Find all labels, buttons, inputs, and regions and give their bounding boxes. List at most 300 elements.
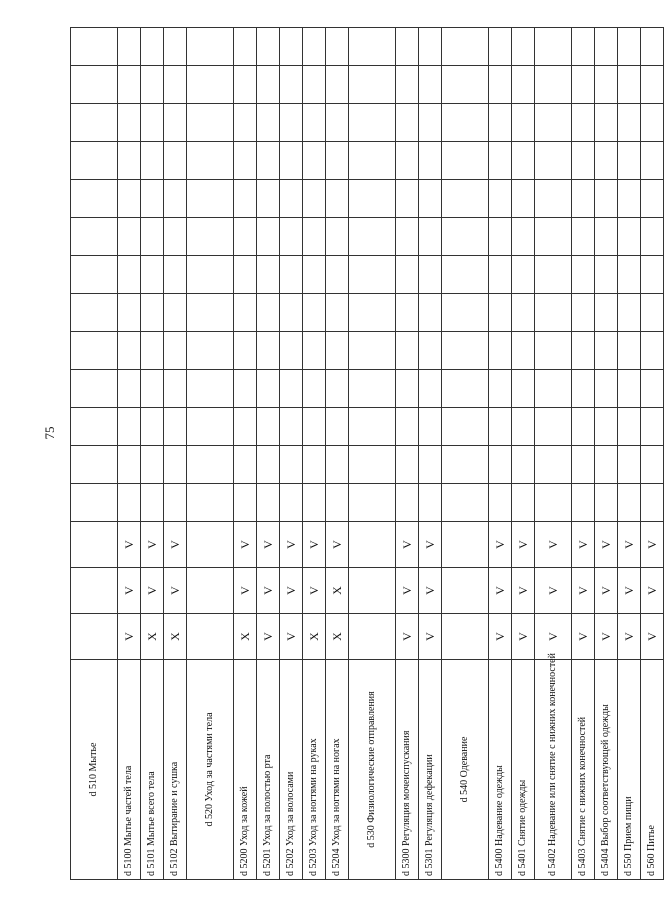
empty-cell [71,104,118,142]
empty-cell [257,256,280,294]
empty-cell [572,370,595,408]
mark-cell [71,568,118,614]
empty-cell [489,332,512,370]
empty-cell [326,332,349,370]
empty-cell [187,66,234,104]
empty-cell [595,370,618,408]
empty-cell [618,256,641,294]
assessment-table [70,27,664,880]
empty-cell [303,332,326,370]
section-header-row [71,28,118,880]
section-header-row [187,28,234,880]
empty-cell [618,218,641,256]
empty-cell [303,28,326,66]
empty-cell [349,28,396,66]
empty-cell [164,180,187,218]
empty-cell [118,370,141,408]
mark-cell: V [595,522,618,568]
empty-cell [595,28,618,66]
mark-cell [349,614,396,660]
empty-cell [257,66,280,104]
empty-cell [442,142,489,180]
mark-cell: V [396,614,419,660]
empty-cell [512,256,535,294]
empty-cell [118,104,141,142]
mark-cell: X [326,568,349,614]
empty-cell [641,256,664,294]
empty-cell [118,446,141,484]
empty-cell [618,28,641,66]
mark-cell: X [234,614,257,660]
empty-cell [512,484,535,522]
empty-cell [641,370,664,408]
empty-cell [641,28,664,66]
table-row [234,28,257,880]
empty-cell [618,142,641,180]
empty-cell [187,256,234,294]
empty-cell [512,28,535,66]
empty-cell [234,370,257,408]
empty-cell [512,446,535,484]
empty-cell [535,28,572,66]
mark-cell: V [118,568,141,614]
empty-cell [326,370,349,408]
table-row [535,28,572,880]
mark-cell: V [641,568,664,614]
empty-cell [257,142,280,180]
empty-cell [187,484,234,522]
item-label: d 5401 Снятие одежды [512,660,535,880]
empty-cell [535,142,572,180]
empty-cell [234,408,257,446]
table-row [118,28,141,880]
empty-cell [641,142,664,180]
empty-cell [641,218,664,256]
empty-cell [618,446,641,484]
empty-cell [535,408,572,446]
empty-cell [257,180,280,218]
empty-cell [303,104,326,142]
empty-cell [442,104,489,142]
mark-cell: X [164,614,187,660]
table-row [396,28,419,880]
mark-cell: V [618,522,641,568]
item-label: d 5204 Уход за ногтями на ногах [326,660,349,880]
empty-cell [118,142,141,180]
empty-cell [442,180,489,218]
empty-cell [164,66,187,104]
empty-cell [396,104,419,142]
empty-cell [595,104,618,142]
empty-cell [349,408,396,446]
table-row [512,28,535,880]
empty-cell [118,332,141,370]
empty-cell [618,66,641,104]
empty-cell [326,446,349,484]
empty-cell [442,332,489,370]
empty-cell [396,28,419,66]
mark-cell: V [326,522,349,568]
empty-cell [512,370,535,408]
empty-cell [442,28,489,66]
empty-cell [396,256,419,294]
empty-cell [141,104,164,142]
empty-cell [71,66,118,104]
empty-cell [489,484,512,522]
mark-cell [349,568,396,614]
table-row [326,28,349,880]
mark-cell: V [396,568,419,614]
empty-cell [535,180,572,218]
empty-cell [187,28,234,66]
mark-cell: V [489,522,512,568]
empty-cell [71,446,118,484]
empty-cell [280,218,303,256]
item-label: d 5403 Снятие с нижних конечностей [572,660,595,880]
mark-cell [187,614,234,660]
section-title: d 530 Физиологические отправления [349,660,396,880]
mark-cell: X [141,614,164,660]
empty-cell [326,408,349,446]
empty-cell [280,66,303,104]
mark-cell: V [572,614,595,660]
item-label: d 5100 Мытье частей тела [118,660,141,880]
mark-cell: X [303,614,326,660]
empty-cell [141,142,164,180]
mark-cell: V [419,614,442,660]
empty-cell [641,294,664,332]
empty-cell [442,256,489,294]
table-row [141,28,164,880]
empty-cell [489,218,512,256]
mark-cell: V [489,568,512,614]
empty-cell [535,446,572,484]
empty-cell [164,408,187,446]
empty-cell [164,256,187,294]
mark-cell [349,522,396,568]
empty-cell [118,484,141,522]
empty-cell [141,484,164,522]
empty-cell [349,446,396,484]
empty-cell [141,408,164,446]
empty-cell [303,446,326,484]
table-row [164,28,187,880]
empty-cell [512,66,535,104]
empty-cell [187,408,234,446]
mark-cell: V [535,522,572,568]
empty-cell [535,370,572,408]
mark-cell: V [118,522,141,568]
empty-cell [535,218,572,256]
empty-cell [257,104,280,142]
section-header-row [349,28,396,880]
empty-cell [396,142,419,180]
empty-cell [280,28,303,66]
section-header-row [442,28,489,880]
empty-cell [595,294,618,332]
empty-cell [349,484,396,522]
empty-cell [118,408,141,446]
table-row [280,28,303,880]
empty-cell [641,446,664,484]
item-label: d 5400 Надевание одежды [489,660,512,880]
empty-cell [280,446,303,484]
empty-cell [535,484,572,522]
empty-cell [349,66,396,104]
empty-cell [234,332,257,370]
mark-cell: V [535,568,572,614]
empty-cell [618,294,641,332]
mark-cell [71,522,118,568]
empty-cell [396,218,419,256]
table-row [257,28,280,880]
empty-cell [71,484,118,522]
empty-cell [326,104,349,142]
empty-cell [326,66,349,104]
mark-cell: V [257,568,280,614]
table-row [641,28,664,880]
table-row [489,28,512,880]
mark-cell [442,614,489,660]
empty-cell [303,370,326,408]
empty-cell [512,408,535,446]
empty-cell [349,142,396,180]
empty-cell [572,256,595,294]
mark-cell [187,568,234,614]
page-number: 75 [42,426,57,440]
empty-cell [280,104,303,142]
empty-cell [419,484,442,522]
item-label: d 5101 Мытье всего тела [141,660,164,880]
empty-cell [618,484,641,522]
empty-cell [326,142,349,180]
empty-cell [71,28,118,66]
mark-cell: V [164,568,187,614]
empty-cell [234,218,257,256]
empty-cell [419,256,442,294]
empty-cell [141,370,164,408]
empty-cell [419,66,442,104]
mark-cell: V [419,568,442,614]
mark-cell: V [419,522,442,568]
section-title: d 540 Одевание [442,660,489,880]
empty-cell [489,66,512,104]
empty-cell [118,294,141,332]
table-row [303,28,326,880]
empty-cell [419,370,442,408]
empty-cell [442,446,489,484]
empty-cell [595,256,618,294]
empty-cell [164,370,187,408]
empty-cell [641,104,664,142]
empty-cell [71,294,118,332]
empty-cell [187,370,234,408]
empty-cell [187,142,234,180]
table-row [595,28,618,880]
empty-cell [303,294,326,332]
mark-cell: V [234,568,257,614]
empty-cell [419,332,442,370]
item-label: d 5102 Вытирание и сушка [164,660,187,880]
empty-cell [595,218,618,256]
empty-cell [234,484,257,522]
empty-cell [396,446,419,484]
empty-cell [489,408,512,446]
empty-cell [489,256,512,294]
empty-cell [118,180,141,218]
empty-cell [164,28,187,66]
empty-cell [535,66,572,104]
item-label: d 5404 Выбор соответствующей одежды [595,660,618,880]
empty-cell [419,180,442,218]
empty-cell [326,180,349,218]
item-label: d 5301 Регуляция дефекации [419,660,442,880]
item-label: d 5202 Уход за волосами [280,660,303,880]
empty-cell [489,180,512,218]
empty-cell [303,484,326,522]
empty-cell [257,218,280,256]
empty-cell [280,256,303,294]
empty-cell [512,142,535,180]
item-label: d 5201 Уход за полостью рта [257,660,280,880]
empty-cell [326,484,349,522]
empty-cell [349,104,396,142]
mark-cell: X [326,614,349,660]
mark-cell: V [280,522,303,568]
empty-cell [326,28,349,66]
empty-cell [71,142,118,180]
empty-cell [164,104,187,142]
empty-cell [234,142,257,180]
empty-cell [257,28,280,66]
empty-cell [535,294,572,332]
empty-cell [419,408,442,446]
empty-cell [419,446,442,484]
empty-cell [257,446,280,484]
empty-cell [572,484,595,522]
empty-cell [595,408,618,446]
table-row [572,28,595,880]
empty-cell [595,332,618,370]
empty-cell [164,294,187,332]
empty-cell [326,218,349,256]
empty-cell [489,294,512,332]
empty-cell [187,180,234,218]
empty-cell [512,180,535,218]
empty-cell [419,28,442,66]
mark-cell: V [141,568,164,614]
mark-cell [442,568,489,614]
mark-cell: V [618,614,641,660]
mark-cell [187,522,234,568]
empty-cell [618,332,641,370]
mark-cell: V [572,568,595,614]
empty-cell [303,218,326,256]
empty-cell [141,294,164,332]
empty-cell [595,180,618,218]
mark-cell: V [595,614,618,660]
empty-cell [572,66,595,104]
empty-cell [280,294,303,332]
table-row [419,28,442,880]
empty-cell [141,28,164,66]
empty-cell [164,484,187,522]
empty-cell [187,446,234,484]
empty-cell [641,408,664,446]
mark-cell [442,522,489,568]
mark-cell: V [303,568,326,614]
empty-cell [326,294,349,332]
mark-cell: V [234,522,257,568]
empty-cell [641,180,664,218]
empty-cell [164,446,187,484]
empty-cell [303,180,326,218]
empty-cell [187,104,234,142]
empty-cell [572,28,595,66]
mark-cell [71,614,118,660]
empty-cell [396,332,419,370]
empty-cell [257,484,280,522]
mark-cell: V [489,614,512,660]
empty-cell [303,256,326,294]
empty-cell [572,104,595,142]
mark-cell: V [164,522,187,568]
empty-cell [489,370,512,408]
empty-cell [141,256,164,294]
empty-cell [141,180,164,218]
empty-cell [618,408,641,446]
empty-cell [280,484,303,522]
empty-cell [572,446,595,484]
empty-cell [535,104,572,142]
empty-cell [489,446,512,484]
table-row [618,28,641,880]
item-label: d 5402 Надевание или снятие с нижних конечностей [535,660,572,880]
empty-cell [280,332,303,370]
mark-cell: V [257,614,280,660]
empty-cell [257,294,280,332]
empty-cell [595,142,618,180]
empty-cell [396,294,419,332]
empty-cell [187,332,234,370]
empty-cell [349,332,396,370]
empty-cell [257,332,280,370]
empty-cell [234,180,257,218]
empty-cell [442,370,489,408]
item-label: d 5200 Уход за кожей [234,660,257,880]
empty-cell [512,104,535,142]
empty-cell [396,180,419,218]
empty-cell [164,218,187,256]
empty-cell [234,104,257,142]
empty-cell [349,370,396,408]
empty-cell [618,370,641,408]
mark-cell: V [618,568,641,614]
empty-cell [71,332,118,370]
empty-cell [535,256,572,294]
empty-cell [489,28,512,66]
empty-cell [572,218,595,256]
empty-cell [141,218,164,256]
empty-cell [71,408,118,446]
mark-cell: V [280,568,303,614]
empty-cell [512,218,535,256]
empty-cell [641,66,664,104]
mark-cell: V [641,614,664,660]
empty-cell [257,370,280,408]
empty-cell [349,256,396,294]
empty-cell [489,104,512,142]
